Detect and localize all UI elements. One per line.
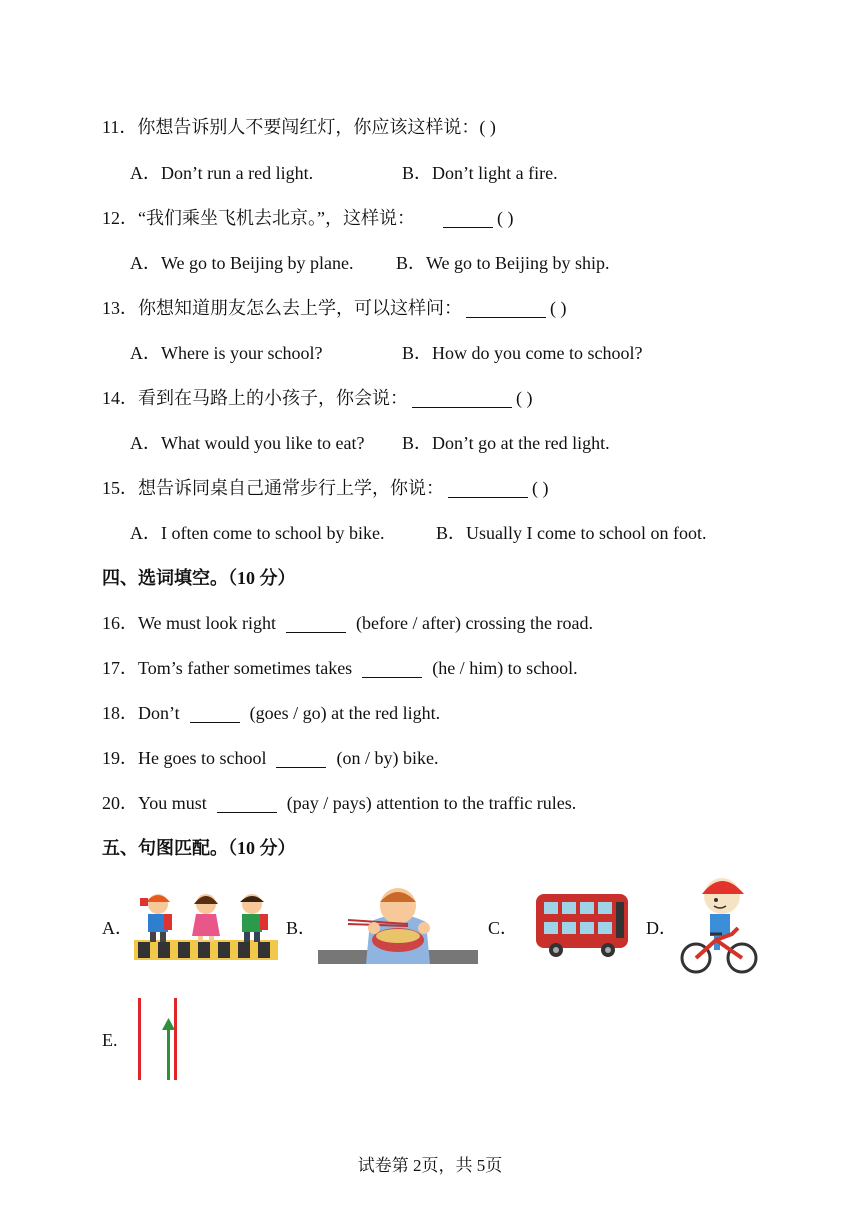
option-b: B．We go to Beijing by ship. [396, 253, 610, 273]
answer-blank[interactable] [412, 389, 512, 408]
question-number: 19． [102, 748, 138, 768]
question-number: 13． [102, 298, 138, 318]
question-number: 17． [102, 658, 138, 678]
question-14 [102, 386, 533, 410]
section-heading: 五、句图匹配。（10 分） [102, 838, 296, 858]
options-14 [130, 431, 610, 455]
answer-paren: ( ) [550, 298, 567, 318]
option-b: B．Usually I come to school on foot. [436, 523, 707, 543]
options-11 [130, 161, 558, 185]
picture-a-label: A． [102, 918, 133, 938]
lane-arrow-sign-image [134, 998, 182, 1082]
word-choices: (goes / go) at the red light. [249, 703, 441, 723]
question-number: 18． [102, 703, 138, 723]
option-a: A．We go to Beijing by plane. [130, 253, 354, 273]
option-a: A．Where is your school? [130, 343, 323, 363]
answer-blank[interactable] [362, 659, 422, 678]
fill-question-20 [102, 791, 576, 815]
question-number: 11． [102, 117, 138, 137]
question-15 [102, 476, 549, 500]
question-number: 16． [102, 613, 138, 633]
child-riding-bike-image [680, 872, 760, 978]
question-text: 你想告诉别人不要闯红灯，你应该这样说： [137, 117, 480, 137]
answer-paren: ( ) [496, 208, 514, 228]
answer-blank[interactable] [448, 479, 528, 498]
answer-paren: ( ) [479, 117, 496, 137]
option-b: B．Don’t go at the red light. [402, 433, 610, 453]
question-number: 15． [102, 478, 138, 498]
question-text: You must [138, 793, 207, 813]
option-a: A．Don’t run a red light. [130, 163, 314, 183]
option-a: A．What would you like to eat? [130, 433, 365, 453]
fill-question-19 [102, 746, 438, 770]
fill-question-17 [102, 656, 578, 680]
picture-b-label: B． [286, 918, 317, 938]
answer-paren: ( ) [532, 478, 549, 498]
picture-d-label: D． [646, 918, 677, 938]
question-text: He goes to school [138, 748, 267, 768]
word-choices: (on / by) bike. [336, 748, 439, 768]
question-number: 14． [102, 388, 138, 408]
options-12 [130, 251, 610, 275]
question-number: 20． [102, 793, 138, 813]
page-footer: 试卷第 2页，共 5页 [357, 1156, 503, 1175]
question-text: We must look right [138, 613, 277, 633]
children-crossing-road-image [134, 888, 278, 960]
option-a: A．I often come to school by bike. [130, 523, 385, 543]
question-text: Tom’s father sometimes takes [138, 658, 353, 678]
answer-blank[interactable] [190, 704, 240, 723]
question-11 [102, 115, 496, 139]
answer-blank[interactable] [217, 794, 277, 813]
options-15 [130, 521, 706, 545]
word-choices: (before / after) crossing the road. [356, 613, 593, 633]
option-b: B．Don’t light a fire. [402, 163, 558, 183]
word-choices: (pay / pays) attention to the traffic rules. [286, 793, 577, 813]
question-text: 看到在马路上的小孩子，你会说： [138, 388, 408, 408]
section-heading: 四、选词填空。（10 分） [102, 568, 296, 588]
question-text: “我们乘坐飞机去北京。”，这样说： [138, 208, 415, 228]
word-choices: (he / him) to school. [432, 658, 578, 678]
red-bus-image [534, 892, 632, 958]
answer-blank[interactable] [466, 299, 546, 318]
question-12 [102, 206, 513, 230]
boy-eating-noodles-image [318, 888, 478, 964]
question-text: 想告诉同桌自己通常步行上学，你说： [138, 478, 444, 498]
answer-paren: ( ) [516, 388, 533, 408]
options-13 [130, 341, 642, 365]
question-text: Don’t [138, 703, 180, 723]
picture-c-label: C． [488, 918, 519, 938]
question-text: 你想知道朋友怎么去上学，可以这样问： [138, 298, 462, 318]
fill-question-18 [102, 701, 440, 725]
picture-e-label: E. [102, 1030, 118, 1050]
answer-blank[interactable] [276, 749, 326, 768]
answer-blank[interactable] [286, 614, 346, 633]
question-13 [102, 296, 567, 320]
answer-blank[interactable] [443, 209, 493, 228]
fill-question-16 [102, 611, 593, 635]
question-number: 12． [102, 208, 138, 228]
option-b: B．How do you come to school? [402, 343, 643, 363]
